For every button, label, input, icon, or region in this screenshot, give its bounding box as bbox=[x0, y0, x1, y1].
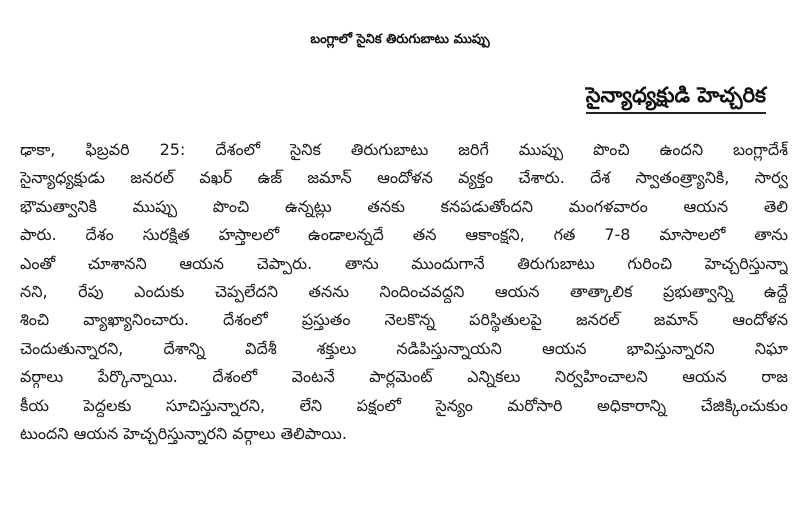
body-line: ఢాకా, ఫిబ్రవరి 25: దేశంలో సైనిక తిరుగుబాటు జరిగే ముప్పు పొంచి ఉందని బంగ్లాదేశ్ bbox=[20, 140, 788, 159]
body-line: కీయ పెద్దలకు సూచిస్తున్నారని, లేని పక్షంలో సైన్యం మరోసారి అధికారాన్ని చేజిక్కించుకుం bbox=[20, 395, 788, 415]
body-line: భౌమత్వానికి ముప్పు పొంచి ఉన్నట్లు తనకు కనపడుతోందని మంగళవారం ఆయన తెలి bbox=[20, 196, 788, 216]
article-body bbox=[20, 136, 788, 448]
body-line: పారు. దేశం సురక్షిత హస్తాలలో ఉండాలన్నదే తన ఆకాంక్షని, గత 7-8 మాసాలలో తాను bbox=[20, 225, 788, 245]
body-line: నని, రేపు ఎందుకు చెప్పలేదని తనను నిందించవద్దని ఆయన తాత్కాలిక ప్రభుత్వాన్ని ఉద్దే bbox=[20, 281, 788, 301]
body-line: చెందుతున్నారని, దేశాన్ని విదేశీ శక్తులు నడిపిస్తున్నాయని ఆయన భావిస్తున్నారని నిఘా bbox=[20, 338, 788, 358]
body-line: శించి వ్యాఖ్యానించారు. దేశంలో ప్రస్తుతం నెలకొన్న పరిస్థితులపై జనరల్ జమాన్ ఆందోళన bbox=[20, 310, 788, 330]
headline: బంగ్లాలో సైనిక తిరుగుబాటు ముప్పు bbox=[310, 32, 490, 47]
subheadline: సైన్యాధ్యక్షుడి హెచ్చరిక bbox=[586, 80, 766, 114]
subheadline-container bbox=[586, 80, 766, 114]
body-line-last: టుందని ఆయన హెచ్చరిస్తున్నారని వర్గాలు తెలిపాయి. bbox=[20, 423, 347, 443]
body-line: ఎంతో చూశానని ఆయన చెప్పారు. తాను ముందుగానే తిరుగుబాటు గురించి హెచ్చరిస్తున్నా bbox=[20, 253, 788, 273]
body-line: వర్గాలు పేర్కొన్నాయి. దేశంలో వెంటనే పార్లమెంట్ ఎన్నికలు నిర్వహించాలని ఆయన రాజ bbox=[20, 367, 788, 387]
body-line: సైన్యాధ్యక్షుడు జనరల్ వఖర్ ఉజ్ జమాన్ ఆందోళన వ్యక్తం చేశారు. దేశ స్వాతంత్ర్యానికి, సార్వ bbox=[20, 168, 788, 188]
